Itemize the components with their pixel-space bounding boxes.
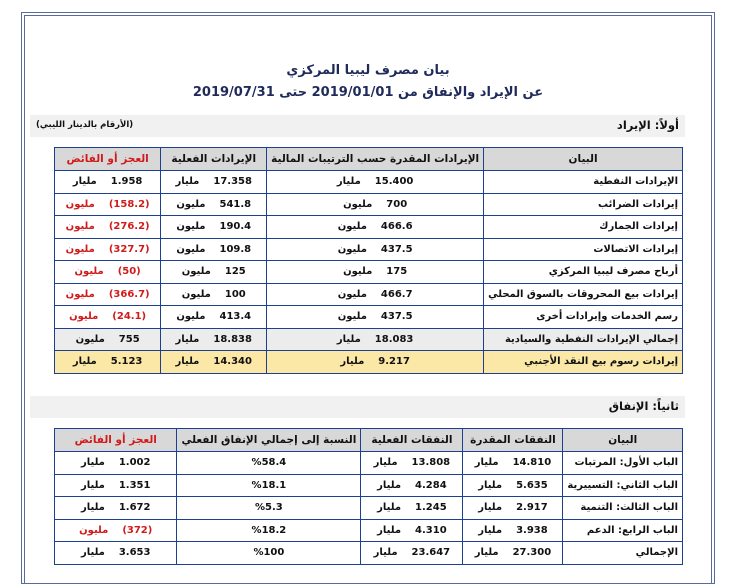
- spending-section-bar: [30, 396, 685, 418]
- revenue-estimated-cell: [267, 193, 484, 216]
- revenue-balance-cell-number: (276.2): [108, 221, 150, 233]
- revenue-section-bar: [30, 115, 685, 137]
- revenue-item-label: رسم الخدمات وإيرادات أخرى: [484, 306, 683, 329]
- spending-item-label: الباب الثالث: التنمية: [563, 497, 683, 520]
- revenue-estimated-cell: [267, 306, 484, 329]
- spending-row: [55, 542, 683, 565]
- revenue-item-label: إيرادات الاتصالات: [484, 238, 683, 261]
- revenue-item-label: إجمالي الإيرادات النفطية والسيادية: [484, 328, 683, 351]
- revenue-balance-cell: [55, 171, 161, 194]
- revenue-row: [55, 351, 683, 374]
- revenue-estimated-cell-unit: مليون: [337, 288, 367, 300]
- revenue-row: [55, 283, 683, 306]
- revenue-actual-cell-unit: مليون: [176, 243, 206, 255]
- spending-balance-cell-number: (372): [122, 524, 153, 536]
- spending-header-item: البيان: [563, 429, 683, 452]
- spending-balance-cell-number: 1.672: [118, 502, 151, 514]
- spending-estimated-cell-number: 3.938: [516, 524, 548, 536]
- revenue-item-label: أرباح مصرف ليبيا المركزي: [484, 261, 683, 284]
- spending-estimated-cell-unit: مليار: [478, 502, 503, 514]
- spending-actual-cell: [361, 542, 463, 565]
- revenue-actual-cell: [161, 351, 267, 374]
- revenue-item-label: الإيرادات النفطية: [484, 171, 683, 194]
- revenue-estimated-cell-number: 466.6: [380, 221, 413, 233]
- revenue-estimated-cell-number: 437.5: [380, 311, 413, 323]
- spending-estimated-cell-unit: مليار: [474, 547, 499, 559]
- currency-note: (الأرقام بالدينار الليبي): [36, 120, 134, 130]
- revenue-balance-cell: [55, 261, 161, 284]
- spending-actual-cell: [361, 452, 463, 475]
- spending-item-label: الباب الثاني: التسييرية: [563, 474, 683, 497]
- revenue-estimated-cell-unit: مليار: [336, 176, 361, 188]
- spending-estimated-cell-unit: مليار: [478, 524, 503, 536]
- spending-actual-cell-unit: مليار: [377, 479, 402, 491]
- spending-balance-cell: [55, 542, 177, 565]
- revenue-actual-cell-number: 125: [224, 266, 246, 278]
- revenue-estimated-cell: [267, 283, 484, 306]
- revenue-actual-cell-unit: مليار: [175, 176, 200, 188]
- revenue-actual-cell-unit: مليون: [181, 266, 211, 278]
- spending-actual-cell-number: 23.647: [411, 547, 451, 559]
- revenue-actual-cell-unit: مليون: [176, 198, 206, 210]
- revenue-estimated-cell: [267, 328, 484, 351]
- revenue-item-label: إيرادات الضرائب: [484, 193, 683, 216]
- revenue-actual-cell-unit: مليون: [176, 311, 206, 323]
- spending-estimated-cell: [463, 519, 563, 542]
- spending-estimated-cell: [463, 497, 563, 520]
- revenue-balance-cell-number: (327.7): [108, 243, 150, 255]
- spending-actual-cell-unit: مليار: [377, 524, 402, 536]
- revenue-balance-cell: [55, 238, 161, 261]
- spending-estimated-cell-number: 2.917: [516, 502, 548, 514]
- revenue-estimated-cell-unit: مليار: [340, 356, 365, 368]
- revenue-actual-cell: [161, 216, 267, 239]
- revenue-balance-cell-unit: مليون: [69, 311, 99, 323]
- revenue-actual-cell: [161, 283, 267, 306]
- revenue-balance-cell-unit: مليون: [75, 333, 105, 345]
- revenue-actual-cell-unit: مليار: [175, 333, 200, 345]
- revenue-item-label: إيرادات بيع المحروقات بالسوق المحلي: [484, 283, 683, 306]
- spending-share-cell: %18.1: [177, 474, 361, 497]
- revenue-balance-cell-number: (366.7): [108, 288, 150, 300]
- spending-header-share: النسبة إلى إجمالي الإنفاق الفعلي: [177, 429, 361, 452]
- revenue-balance-cell: [55, 328, 161, 351]
- spending-header-actual: النفقات الفعلية: [361, 429, 463, 452]
- revenue-row: [55, 193, 683, 216]
- revenue-balance-cell-number: (50): [117, 266, 141, 278]
- spending-balance-cell: [55, 452, 177, 475]
- revenue-actual-cell-number: 413.4: [219, 311, 252, 323]
- revenue-balance-cell-number: (24.1): [112, 311, 147, 323]
- revenue-header-actual: الإيرادات الفعلية: [161, 148, 267, 171]
- spending-row: [55, 497, 683, 520]
- spending-actual-cell: [361, 474, 463, 497]
- spending-row: [55, 452, 683, 475]
- revenue-balance-cell-unit: مليون: [65, 221, 95, 233]
- revenue-estimated-cell-number: 700: [386, 198, 408, 210]
- spending-balance-cell: [55, 497, 177, 520]
- spending-balance-cell-number: 1.351: [118, 479, 151, 491]
- revenue-balance-cell-unit: مليون: [74, 266, 104, 278]
- revenue-estimated-cell-number: 437.5: [380, 243, 413, 255]
- revenue-actual-cell-number: 190.4: [219, 221, 252, 233]
- spending-estimated-cell: [463, 474, 563, 497]
- revenue-estimated-cell: [267, 261, 484, 284]
- revenue-header-balance: العجز أو الفائض: [55, 148, 161, 171]
- revenue-balance-cell: [55, 351, 161, 374]
- revenue-balance-cell-unit: مليون: [65, 288, 95, 300]
- spending-balance-cell-unit: مليار: [80, 457, 105, 469]
- spending-estimated-cell-number: 27.300: [512, 547, 552, 559]
- spending-share-cell: %58.4: [177, 452, 361, 475]
- revenue-estimated-cell-number: 18.083: [374, 333, 414, 345]
- revenue-header-item: البيان: [484, 148, 683, 171]
- spending-item-label: الباب الرابع: الدعم: [563, 519, 683, 542]
- revenue-row: [55, 171, 683, 194]
- revenue-actual-cell-number: 18.838: [213, 333, 252, 345]
- spending-balance-cell-number: 3.653: [118, 547, 151, 559]
- revenue-balance-cell-number: (158.2): [108, 198, 150, 210]
- revenue-estimated-cell-unit: مليون: [337, 311, 367, 323]
- statement-title: بيان مصرف ليبيا المركزي: [286, 63, 450, 78]
- revenue-actual-cell-unit: مليار: [175, 356, 200, 368]
- revenue-actual-cell: [161, 261, 267, 284]
- revenue-estimated-cell-number: 15.400: [374, 176, 414, 188]
- spending-balance-cell-number: 1.002: [118, 457, 151, 469]
- revenue-estimated-cell-unit: مليون: [343, 266, 373, 278]
- revenue-actual-cell-number: 14.340: [213, 356, 252, 368]
- revenue-estimated-cell-unit: مليار: [336, 333, 361, 345]
- revenue-estimated-cell-number: 175: [386, 266, 408, 278]
- spending-estimated-cell-number: 14.810: [512, 457, 552, 469]
- revenue-item-label: إيرادات الجمارك: [484, 216, 683, 239]
- revenue-actual-cell: [161, 328, 267, 351]
- revenue-row: [55, 216, 683, 239]
- revenue-row: [55, 261, 683, 284]
- revenue-balance-cell-unit: مليون: [65, 243, 95, 255]
- revenue-actual-cell: [161, 306, 267, 329]
- spending-header-estimated: النفقات المقدرة: [463, 429, 563, 452]
- revenue-balance-cell-number: 1.958: [110, 176, 143, 188]
- revenue-header-estimated: الإيرادات المقدرة حسب الترتيبات المالية: [267, 148, 484, 171]
- revenue-actual-cell-number: 100: [224, 288, 246, 300]
- spending-item-label: الباب الأول: المرتبات: [563, 452, 683, 475]
- revenue-actual-cell-unit: مليون: [181, 288, 211, 300]
- revenue-header-row: [55, 148, 683, 171]
- revenue-section-label: أولاً: الإيراد: [616, 118, 679, 132]
- spending-balance-cell-unit: مليار: [80, 502, 105, 514]
- revenue-actual-cell-number: 541.8: [219, 198, 252, 210]
- spending-share-cell: %18.2: [177, 519, 361, 542]
- spending-balance-cell: [55, 474, 177, 497]
- revenue-row: [55, 306, 683, 329]
- spending-actual-cell-unit: مليار: [373, 457, 398, 469]
- spending-estimated-cell-unit: مليار: [478, 479, 503, 491]
- spending-estimated-cell-number: 5.635: [516, 479, 548, 491]
- revenue-balance-cell-unit: مليار: [72, 356, 97, 368]
- revenue-estimated-cell: [267, 216, 484, 239]
- revenue-row: [55, 238, 683, 261]
- spending-actual-cell: [361, 497, 463, 520]
- revenue-actual-cell: [161, 171, 267, 194]
- revenue-balance-cell-number: 755: [118, 333, 140, 345]
- spending-actual-cell-number: 13.808: [411, 457, 451, 469]
- spending-header-balance: العجز أو الفائض: [55, 429, 177, 452]
- revenue-estimated-cell-unit: مليون: [337, 221, 367, 233]
- spending-estimated-cell: [463, 452, 563, 475]
- revenue-actual-cell: [161, 238, 267, 261]
- revenue-item-label: إيرادات رسوم بيع النقد الأجنبي: [484, 351, 683, 374]
- revenue-actual-cell: [161, 193, 267, 216]
- spending-share-cell: %100: [177, 542, 361, 565]
- spending-item-label: الإجمالي: [563, 542, 683, 565]
- revenue-balance-cell: [55, 306, 161, 329]
- revenue-balance-cell-unit: مليار: [72, 176, 97, 188]
- spending-balance-cell-unit: مليون: [79, 524, 109, 536]
- spending-balance-cell: [55, 519, 177, 542]
- spending-section-label: ثانياً: الإنفاق: [608, 399, 679, 413]
- spending-estimated-cell: [463, 542, 563, 565]
- revenue-estimated-cell-number: 466.7: [380, 288, 413, 300]
- revenue-balance-cell: [55, 283, 161, 306]
- spending-table: [54, 428, 683, 565]
- spending-row: [55, 474, 683, 497]
- statement-subtitle: عن الإيراد والإنفاق من 2019/01/01 حتى 2019/07/31: [192, 85, 544, 100]
- revenue-actual-cell-number: 109.8: [219, 243, 252, 255]
- spending-actual-cell-number: 1.245: [415, 502, 447, 514]
- revenue-balance-cell: [55, 193, 161, 216]
- spending-header-row: [55, 429, 683, 452]
- revenue-estimated-cell: [267, 351, 484, 374]
- spending-actual-cell-number: 4.284: [415, 479, 447, 491]
- spending-actual-cell-number: 4.310: [415, 524, 447, 536]
- revenue-estimated-cell-unit: مليون: [337, 243, 367, 255]
- spending-share-cell: %5.3: [177, 497, 361, 520]
- revenue-row: [55, 328, 683, 351]
- revenue-estimated-cell: [267, 171, 484, 194]
- spending-estimated-cell-unit: مليار: [474, 457, 499, 469]
- revenue-actual-cell-number: 17.358: [213, 176, 252, 188]
- spending-actual-cell-unit: مليار: [377, 502, 402, 514]
- revenue-actual-cell-unit: مليون: [176, 221, 206, 233]
- revenue-estimated-cell: [267, 238, 484, 261]
- revenue-estimated-cell-number: 9.217: [378, 356, 410, 368]
- spending-actual-cell-unit: مليار: [373, 547, 398, 559]
- spending-actual-cell: [361, 519, 463, 542]
- revenue-balance-cell: [55, 216, 161, 239]
- spending-balance-cell-unit: مليار: [80, 479, 105, 491]
- revenue-table: [54, 147, 683, 374]
- spending-balance-cell-unit: مليار: [80, 547, 105, 559]
- revenue-estimated-cell-unit: مليون: [343, 198, 373, 210]
- revenue-balance-cell-number: 5.123: [110, 356, 143, 368]
- revenue-balance-cell-unit: مليون: [65, 198, 95, 210]
- spending-row: [55, 519, 683, 542]
